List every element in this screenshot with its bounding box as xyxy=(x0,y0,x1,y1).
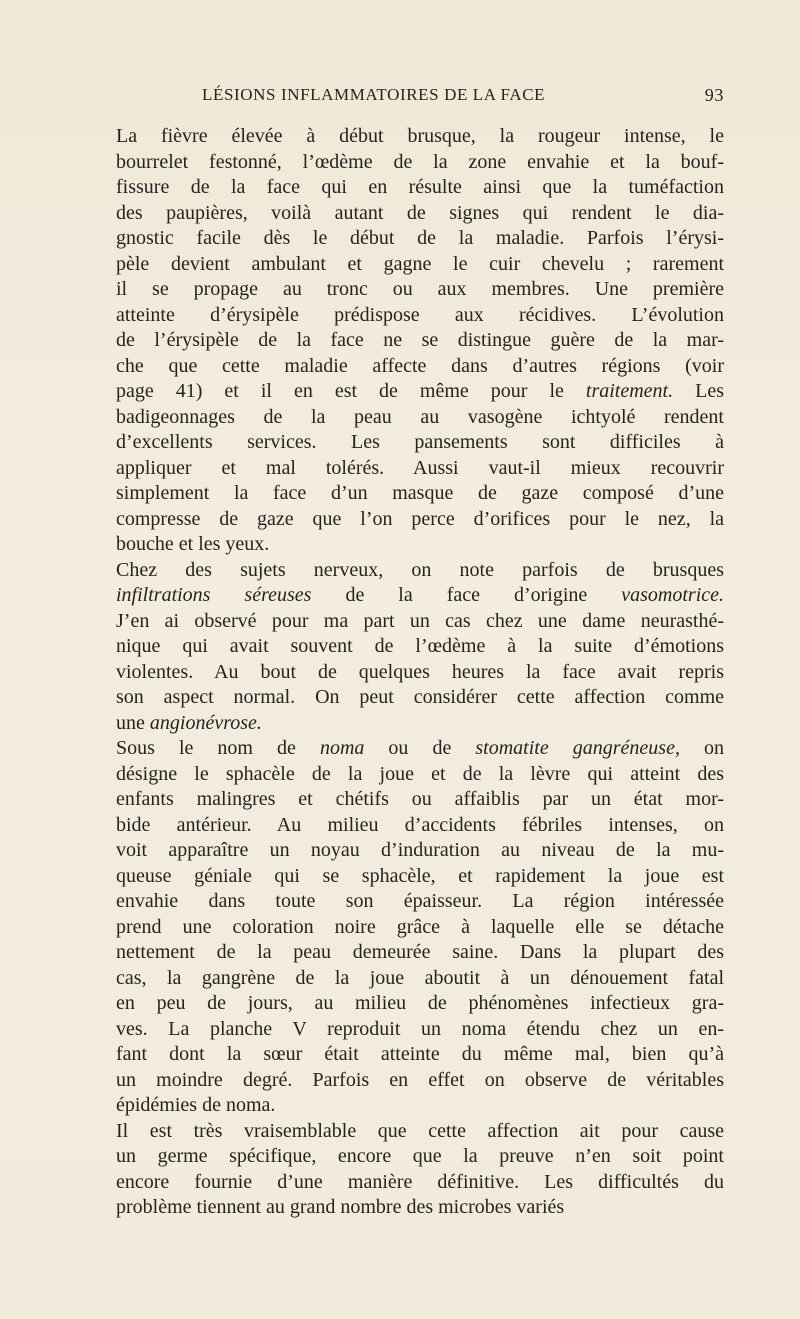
italic-term: vasomotrice. xyxy=(621,584,725,606)
text-line: fant dont la sœur était atteinte du même mal, bien qu’à xyxy=(116,1043,724,1065)
text-line: un germe spécifique, encore que la preuve n’en soit point xyxy=(116,1145,724,1167)
text-line: che que cette maladie affecte dans d’autres régions (voir xyxy=(116,354,724,377)
paragraph xyxy=(88,1119,724,1221)
text-line: badigeonnages de la peau au vasogène ichtyolé rendent xyxy=(116,405,724,428)
text-line: bouche et les yeux. xyxy=(116,533,270,555)
paragraph xyxy=(88,558,724,737)
text-line: violentes. Au bout de quelques heures la face avait repris xyxy=(116,660,724,683)
page-number: 93 xyxy=(704,85,724,105)
text-line: épidémies de noma. xyxy=(116,1094,276,1116)
italic-term: stomatite gangréneuse, xyxy=(475,737,680,759)
text-line: compresse de gaze que l’on perce d’orifices pour le nez, la xyxy=(116,507,724,530)
running-title: LÉSIONS INFLAMMATOIRES DE LA FACE xyxy=(202,85,546,104)
text-line: voit apparaître un noyau d’induration au niveau de la mu- xyxy=(116,839,724,861)
text-line: prend une coloration noire grâce à laquelle elle se détache xyxy=(116,915,724,938)
text-line: Chez des sujets nerveux, on note parfois de brusques xyxy=(116,558,724,581)
italic-term: angionévrose. xyxy=(149,711,262,734)
text-line: il se propage au tronc ou aux membres. Une première xyxy=(116,278,724,300)
text-line: J’en ai observé pour ma part un cas chez une dame neurasthé- xyxy=(116,609,724,632)
text-line: Sous le nom de noma ou de stomatite gangréneuse, on xyxy=(116,737,725,759)
text-line: fissure de la face qui en résulte ainsi que la tuméfaction xyxy=(116,176,724,198)
paragraph xyxy=(88,124,724,558)
italic-term: infiltrations séreuses xyxy=(116,584,312,606)
italic-term: traitement. xyxy=(585,380,674,402)
text-line: son aspect normal. On peut considérer cette affection comme xyxy=(116,686,724,708)
text-line: encore fournie d’une manière définitive. Les difficultés du xyxy=(116,1170,724,1193)
text-line: problème tiennent au grand nombre des microbes variés xyxy=(116,1196,565,1218)
text-line: enfants malingres et chétifs ou affaiblis par un état mor- xyxy=(116,788,724,810)
text-line: Il est très vraisemblable que cette affection ait pour cause xyxy=(116,1119,724,1142)
text-line: nique qui avait souvent de l’œdème à la suite d’émotions xyxy=(116,635,724,657)
paragraph xyxy=(88,736,724,1119)
text-line: cas, la gangrène de la joue aboutit à un dénouement fatal xyxy=(116,966,724,989)
text-line: une angionévrose. xyxy=(116,711,262,734)
text-line: en peu de jours, au milieu de phénomènes infectieux gra- xyxy=(116,992,724,1014)
text-line: bide antérieur. Au milieu d’accidents fébriles intenses, on xyxy=(116,813,724,836)
text-line: atteinte d’érysipèle prédispose aux récidives. L’évolution xyxy=(116,303,724,326)
text-line: bourrelet festonné, l’œdème de la zone envahie et la bouf- xyxy=(116,150,724,173)
text-line: des paupières, voilà autant de signes qui rendent le dia- xyxy=(116,201,724,224)
text-line: un moindre degré. Parfois en effet on observe de véritables xyxy=(116,1068,724,1091)
text-line: queuse géniale qui se sphacèle, et rapidement la joue est xyxy=(116,864,724,887)
text-line: page 41) et il en est de même pour le traitement. Les xyxy=(116,380,724,402)
body-text xyxy=(88,124,724,1221)
text-line: pèle devient ambulant et gagne le cuir chevelu ; rarement xyxy=(116,252,724,275)
text-line: d’excellents services. Les pansements sont difficiles à xyxy=(116,431,724,453)
text-line: ves. La planche V reproduit un noma étendu chez un en- xyxy=(116,1017,724,1040)
text-line: La fièvre élevée à début brusque, la rougeur intense, le xyxy=(116,125,724,147)
text-line: appliquer et mal tolérés. Aussi vaut-il mieux recouvrir xyxy=(116,456,724,479)
text-line: simplement la face d’un masque de gaze composé d’une xyxy=(116,482,724,504)
text-line: de l’érysipèle de la face ne se distingue guère de la mar- xyxy=(116,329,724,351)
text-line: désigne le sphacèle de la joue et de la lèvre qui atteint des xyxy=(116,762,724,785)
text-line: gnostic facile dès le début de la maladie. Parfois l’érysi- xyxy=(116,227,724,249)
text-line: nettement de la peau demeurée saine. Dans la plupart des xyxy=(116,941,724,963)
text-line: infiltrations séreuses de la face d’origine vasomotrice. xyxy=(116,584,725,606)
text-line: envahie dans toute son épaisseur. La région intéressée xyxy=(116,890,724,912)
italic-term: noma xyxy=(319,737,365,759)
